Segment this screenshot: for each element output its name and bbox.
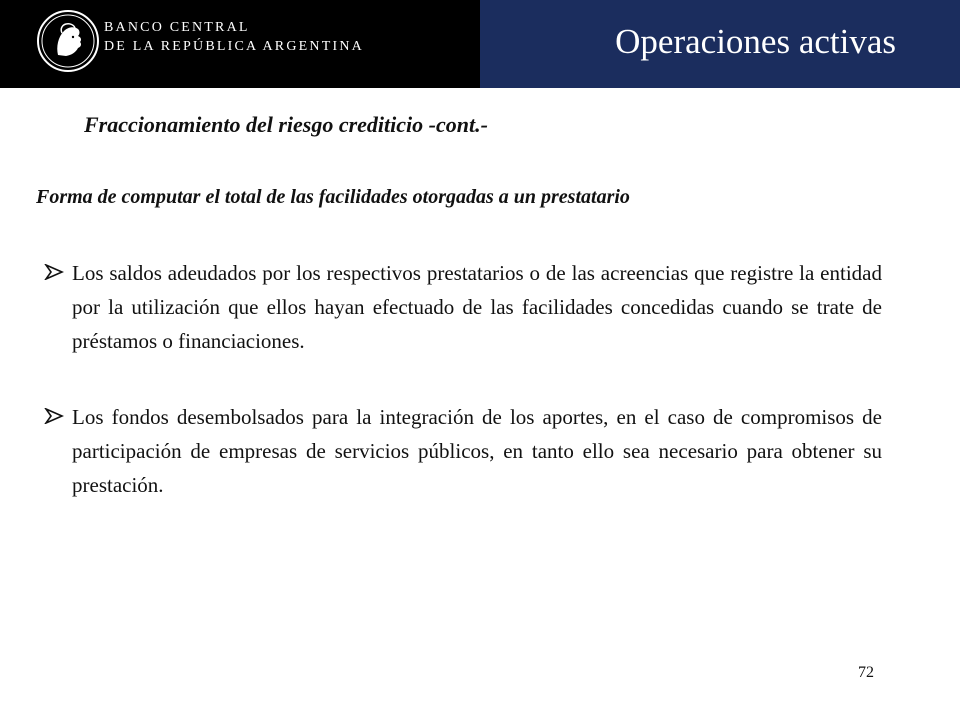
slide-title: Operaciones activas (615, 22, 896, 61)
section-heading: Forma de computar el total de las facilidades otorgadas a un prestatario (36, 186, 630, 208)
bullet-text: Los fondos desembolsados para la integración de los aportes, en el caso de compromisos de participación de empresas de servicios públicos, en tanto ello sea necesario para obtener su prestación. (72, 405, 882, 497)
logo-block (0, 0, 480, 88)
slide-header (0, 0, 960, 88)
institution-name-line2: DE LA REPÚBLICA ARGENTINA (104, 39, 364, 54)
title-block (480, 0, 960, 88)
bullet-item (36, 400, 882, 502)
institution-name-line1: BANCO CENTRAL (104, 20, 250, 35)
bullet-text: Los saldos adeudados por los respectivos prestatarios o de las acreencias que registre la entidad por la utilización que ellos hayan efectuado de las facilidades concedidas cuando se trate de préstamos o financiaciones. (72, 261, 882, 353)
arrow-bullet-icon (36, 256, 72, 280)
page-number: 72 (858, 664, 874, 681)
bank-emblem-icon (36, 9, 100, 73)
arrow-bullet-icon (36, 400, 72, 424)
slide-subtitle: Fraccionamiento del riesgo crediticio -cont.- (84, 112, 488, 137)
bullet-item (36, 256, 882, 358)
